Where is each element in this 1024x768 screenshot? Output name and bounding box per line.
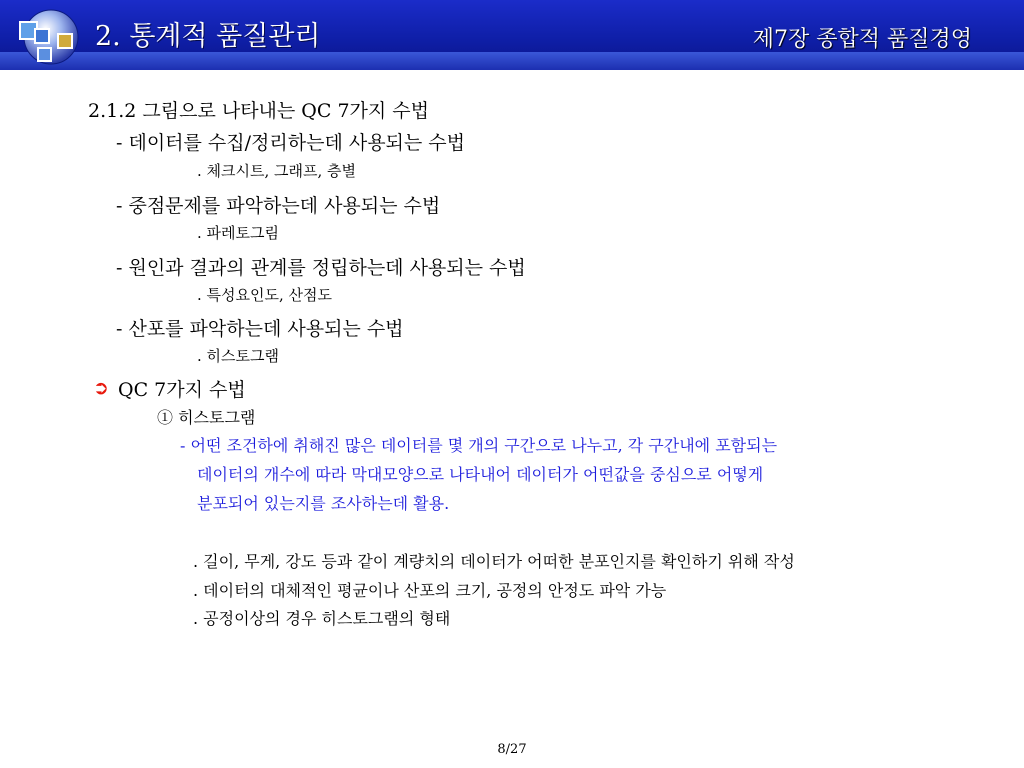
slide-title: 2. 통계적 품질관리 xyxy=(95,21,321,52)
arrow-right-icon: ➲ xyxy=(93,377,109,399)
note-item: . 데이터의 대체적인 평균이나 산포의 크기, 공정의 안정도 파악 가능 xyxy=(193,581,667,600)
page-number: 8/27 xyxy=(497,742,527,757)
globe-squares-logo xyxy=(14,8,88,66)
qc-heading: QC 7가지 수법 xyxy=(118,379,246,401)
histogram-description: - 어떤 조건하에 취해진 많은 데이터를 몇 개의 구간으로 나누고, 각 구간내에 포함되는 xyxy=(180,436,778,455)
method-item: - 데이터를 수집/정리하는데 사용되는 수법 xyxy=(116,132,465,154)
histogram-description: 데이터의 개수에 따라 막대모양으로 나타내어 데이터가 어떤값을 중심으로 어떻게 xyxy=(197,465,764,484)
section-heading: 2.1.2 그림으로 나타내는 QC 7가지 수법 xyxy=(88,100,429,122)
method-sub: . 파레토그림 xyxy=(197,224,279,242)
method-item: - 원인과 결과의 관계를 정립하는데 사용되는 수법 xyxy=(116,257,526,279)
histogram-title: ① 히스토그램 xyxy=(157,408,256,427)
method-item: - 중점문제를 파악하는데 사용되는 수법 xyxy=(116,195,441,217)
chapter-title: 제7장 종합적 품질경영 xyxy=(752,27,972,52)
method-sub: . 특성요인도, 산점도 xyxy=(197,286,332,304)
method-sub: . 체크시트, 그래프, 층별 xyxy=(197,162,357,180)
method-item: - 산포를 파악하는데 사용되는 수법 xyxy=(116,318,404,340)
note-item: . 공정이상의 경우 히스토그램의 형태 xyxy=(193,609,451,628)
method-sub: . 히스토그램 xyxy=(197,347,279,365)
histogram-description: 분포되어 있는지를 조사하는데 활용. xyxy=(197,494,450,513)
header-band xyxy=(0,52,1024,70)
note-item: . 길이, 무게, 강도 등과 같이 계량치의 데이터가 어떠한 분포인지를 확인하기 위해 작성 xyxy=(193,552,795,571)
slide-header xyxy=(0,0,1024,70)
